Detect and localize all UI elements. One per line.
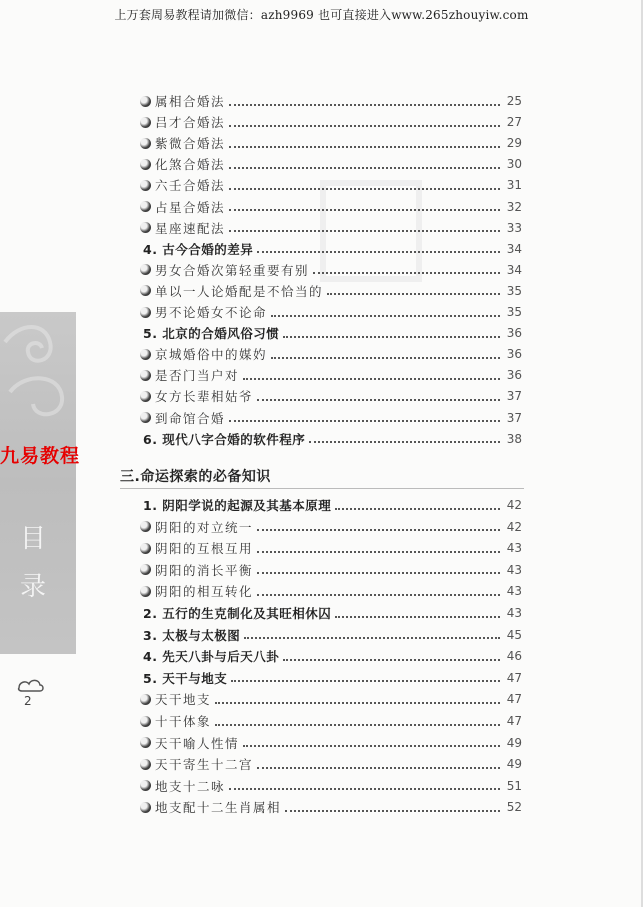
toc-page-number: 36 (506, 326, 522, 341)
toc-page-number: 35 (506, 283, 522, 298)
bullet-icon (140, 521, 151, 532)
toc-item-row[interactable] (140, 386, 522, 406)
bullet-icon (140, 201, 151, 212)
bullet-icon (140, 737, 151, 748)
toc-page-number: 47 (506, 670, 522, 685)
dot-leader (257, 593, 500, 596)
page-number: 2 (24, 694, 32, 708)
toc-page-number: 34 (506, 262, 522, 277)
dot-leader (313, 271, 500, 274)
toc-entry-label: 男女合婚次第轻重要有别 (155, 262, 310, 278)
dot-leader (285, 809, 500, 812)
dot-leader (215, 723, 500, 726)
toc-entry-label: 占星合婚法 (155, 199, 226, 215)
toc-entry-label: 天干寄生十二宫 (155, 757, 254, 773)
dot-leader (283, 335, 500, 338)
toc-entry-label: 地支配十二生肖属相 (155, 800, 282, 816)
dot-leader (271, 356, 500, 359)
toc-entry-label: 4. 古今合婚的差异 (143, 241, 254, 257)
toc-item-row[interactable] (140, 408, 522, 428)
toc-page-number: 52 (506, 800, 522, 815)
toc-subsection-row[interactable] (143, 429, 522, 449)
toc-entry-label: 天干地支 (155, 692, 212, 708)
watermark-banner: 上万套周易教程请加微信：azh9969 也可直接进入www.265zhouyiw.com (114, 8, 529, 22)
bullet-icon (140, 370, 151, 381)
toc-page-number: 43 (506, 541, 522, 556)
dot-leader (229, 124, 500, 127)
bullet-icon (140, 349, 151, 360)
dot-leader (257, 398, 500, 401)
toc-item-row[interactable] (140, 197, 522, 217)
bullet-icon (140, 716, 151, 727)
dot-leader (229, 103, 500, 106)
toc-entry-label: 天干喻人性情 (155, 735, 240, 751)
toc-item-row[interactable] (140, 302, 522, 322)
toc-item-row[interactable] (140, 581, 522, 601)
dot-leader (271, 314, 500, 317)
toc-entry-label: 阴阳的相互转化 (155, 584, 254, 600)
bullet-icon (140, 222, 151, 233)
dot-leader (257, 571, 500, 574)
toc-entry-label: 是否门当户对 (155, 368, 240, 384)
dot-leader (243, 744, 500, 747)
dot-leader (215, 701, 500, 704)
dot-leader (229, 787, 500, 790)
toc-entry-label: 女方长辈相姑爷 (155, 389, 254, 405)
toc-item-row[interactable] (140, 344, 522, 364)
toc-entry-label: 紫微合婚法 (155, 136, 226, 152)
toc-subsection-row[interactable] (143, 603, 522, 623)
toc-item-row[interactable] (140, 91, 522, 111)
bullet-icon (140, 159, 151, 170)
toc-entry-label: 十干体象 (155, 714, 212, 729)
toc-entry-label: 单以一人论婚配是不恰当的 (155, 283, 324, 299)
dot-leader (309, 440, 500, 443)
toc-page-number: 35 (506, 305, 522, 319)
toc-item-row[interactable] (140, 260, 522, 280)
toc-entry-label: 化煞合婚法 (155, 157, 226, 173)
bullet-icon (140, 780, 151, 791)
toc-page-number: 43 (506, 562, 522, 577)
toc-item-row[interactable] (140, 133, 522, 153)
toc-page-number: 32 (506, 199, 522, 214)
toc-page-number: 29 (506, 136, 522, 151)
dot-leader (257, 550, 500, 553)
toc-page-number: 49 (506, 735, 522, 750)
bullet-icon (140, 285, 151, 296)
toc-page-number: 30 (506, 157, 522, 172)
toc-item-row[interactable] (140, 754, 522, 774)
toc-page-number: 31 (506, 178, 522, 193)
cloud-swirl-icon (0, 312, 76, 432)
toc-item-row[interactable] (140, 175, 522, 195)
bullet-icon (140, 694, 151, 705)
toc-page-number: 43 (506, 606, 522, 620)
dot-leader (243, 377, 500, 380)
toc-entry-label: 5. 北京的合婚风俗习惯 (143, 326, 280, 342)
toc-page-number: 43 (506, 584, 522, 599)
toc-page-number: 38 (506, 431, 522, 446)
toc-page-number: 25 (506, 94, 522, 108)
bullet-icon (140, 759, 151, 770)
toc-subsection-row[interactable] (143, 625, 522, 645)
toc-item-row[interactable] (140, 112, 522, 132)
dot-leader (231, 679, 500, 682)
toc-entry-label: 1. 阴阳学说的起源及其基本原理 (143, 498, 332, 513)
toc-title-char-1: 目 (20, 524, 47, 554)
dot-leader (283, 658, 500, 661)
toc-entry-label: 星座速配法 (155, 220, 226, 236)
toc-page-number: 45 (506, 627, 522, 642)
toc-item-row[interactable] (140, 733, 522, 753)
toc-item-row[interactable] (140, 281, 522, 301)
dot-leader (229, 166, 500, 169)
toc-subsection-row[interactable] (143, 239, 522, 259)
toc-item-row[interactable] (140, 689, 522, 709)
toc-entry-label: 2. 五行的生克制化及其旺相休囚 (143, 606, 332, 621)
bullet-icon (140, 264, 151, 275)
toc-title-char-2: 录 (20, 572, 47, 602)
bullet-icon (140, 391, 151, 402)
toc-entry-label: 到命馆合婚 (155, 410, 226, 426)
toc-entry-label: 男不论婚女不论命 (155, 305, 268, 320)
toc-entry-label: 属相合婚法 (155, 94, 226, 109)
section-heading: 三.命运探索的必备知识 (120, 469, 271, 485)
toc-entry-label: 4. 先天八卦与后天八卦 (143, 649, 280, 665)
toc-entry-label: 京城婚俗中的媒妁 (155, 347, 268, 363)
toc-subsection-row[interactable] (143, 646, 522, 666)
toc-page-number: 33 (506, 220, 522, 235)
toc-item-row[interactable] (140, 776, 522, 796)
toc-page-number: 46 (506, 649, 522, 664)
bullet-icon (140, 586, 151, 597)
toc-item-row[interactable] (140, 365, 522, 385)
toc-entry-label: 6. 现代八字合婚的软件程序 (143, 431, 306, 447)
dot-leader (327, 292, 500, 295)
bullet-icon (140, 138, 151, 149)
bullet-icon (140, 117, 151, 128)
brand-label: 九易教程 (0, 445, 81, 467)
dot-leader (229, 419, 500, 422)
dot-leader (229, 229, 500, 232)
toc-entry-label: 阴阳的对立统一 (155, 519, 254, 535)
toc-item-row[interactable] (140, 560, 522, 580)
toc-entry-label: 六壬合婚法 (155, 178, 226, 194)
toc-item-row[interactable] (140, 218, 522, 238)
toc-page-number: 37 (506, 389, 522, 404)
dot-leader (335, 507, 500, 510)
toc-page-number: 49 (506, 757, 522, 772)
dot-leader (244, 636, 500, 639)
toc-entry-label: 3. 太极与太极图 (143, 627, 241, 643)
section-divider (120, 488, 524, 489)
toc-page-number: 42 (506, 498, 522, 512)
toc-subsection-row[interactable] (143, 323, 522, 343)
bullet-icon (140, 180, 151, 191)
dot-leader (257, 766, 500, 769)
bullet-icon (140, 802, 151, 813)
cloud-ornament-icon (16, 676, 46, 694)
bullet-icon (140, 96, 151, 107)
toc-entry-label: 地支十二咏 (155, 778, 226, 794)
bullet-icon (140, 412, 151, 423)
dot-leader (335, 615, 500, 618)
bullet-icon (140, 543, 151, 554)
bullet-icon (140, 564, 151, 575)
toc-item-row[interactable] (140, 797, 522, 817)
toc-item-row[interactable] (140, 517, 522, 537)
toc-page-number: 47 (506, 692, 522, 707)
toc-page-number: 34 (506, 241, 522, 256)
toc-page-number: 36 (506, 347, 522, 362)
toc-page-number: 27 (506, 115, 522, 130)
toc-page-number: 47 (506, 714, 522, 728)
toc-page-number: 36 (506, 368, 522, 383)
toc-page-number: 37 (506, 410, 522, 425)
toc-entry-label: 5. 天干与地支 (143, 670, 228, 686)
dot-leader (257, 528, 500, 531)
toc-item-row[interactable] (140, 154, 522, 174)
toc-subsection-row[interactable] (143, 495, 522, 515)
toc-item-row[interactable] (140, 711, 522, 731)
toc-entry-label: 吕才合婚法 (155, 115, 226, 131)
toc-page-number: 51 (506, 778, 522, 793)
toc-subsection-row[interactable] (143, 668, 522, 688)
dot-leader (229, 145, 500, 148)
dot-leader (229, 187, 500, 190)
bullet-icon (140, 307, 151, 318)
dot-leader (229, 208, 500, 211)
toc-item-row[interactable] (140, 538, 522, 558)
toc-entry-label: 阴阳的消长平衡 (155, 562, 254, 578)
toc-page-number: 42 (506, 519, 522, 534)
dot-leader (257, 250, 500, 253)
toc-entry-label: 阴阳的互根互用 (155, 541, 254, 557)
